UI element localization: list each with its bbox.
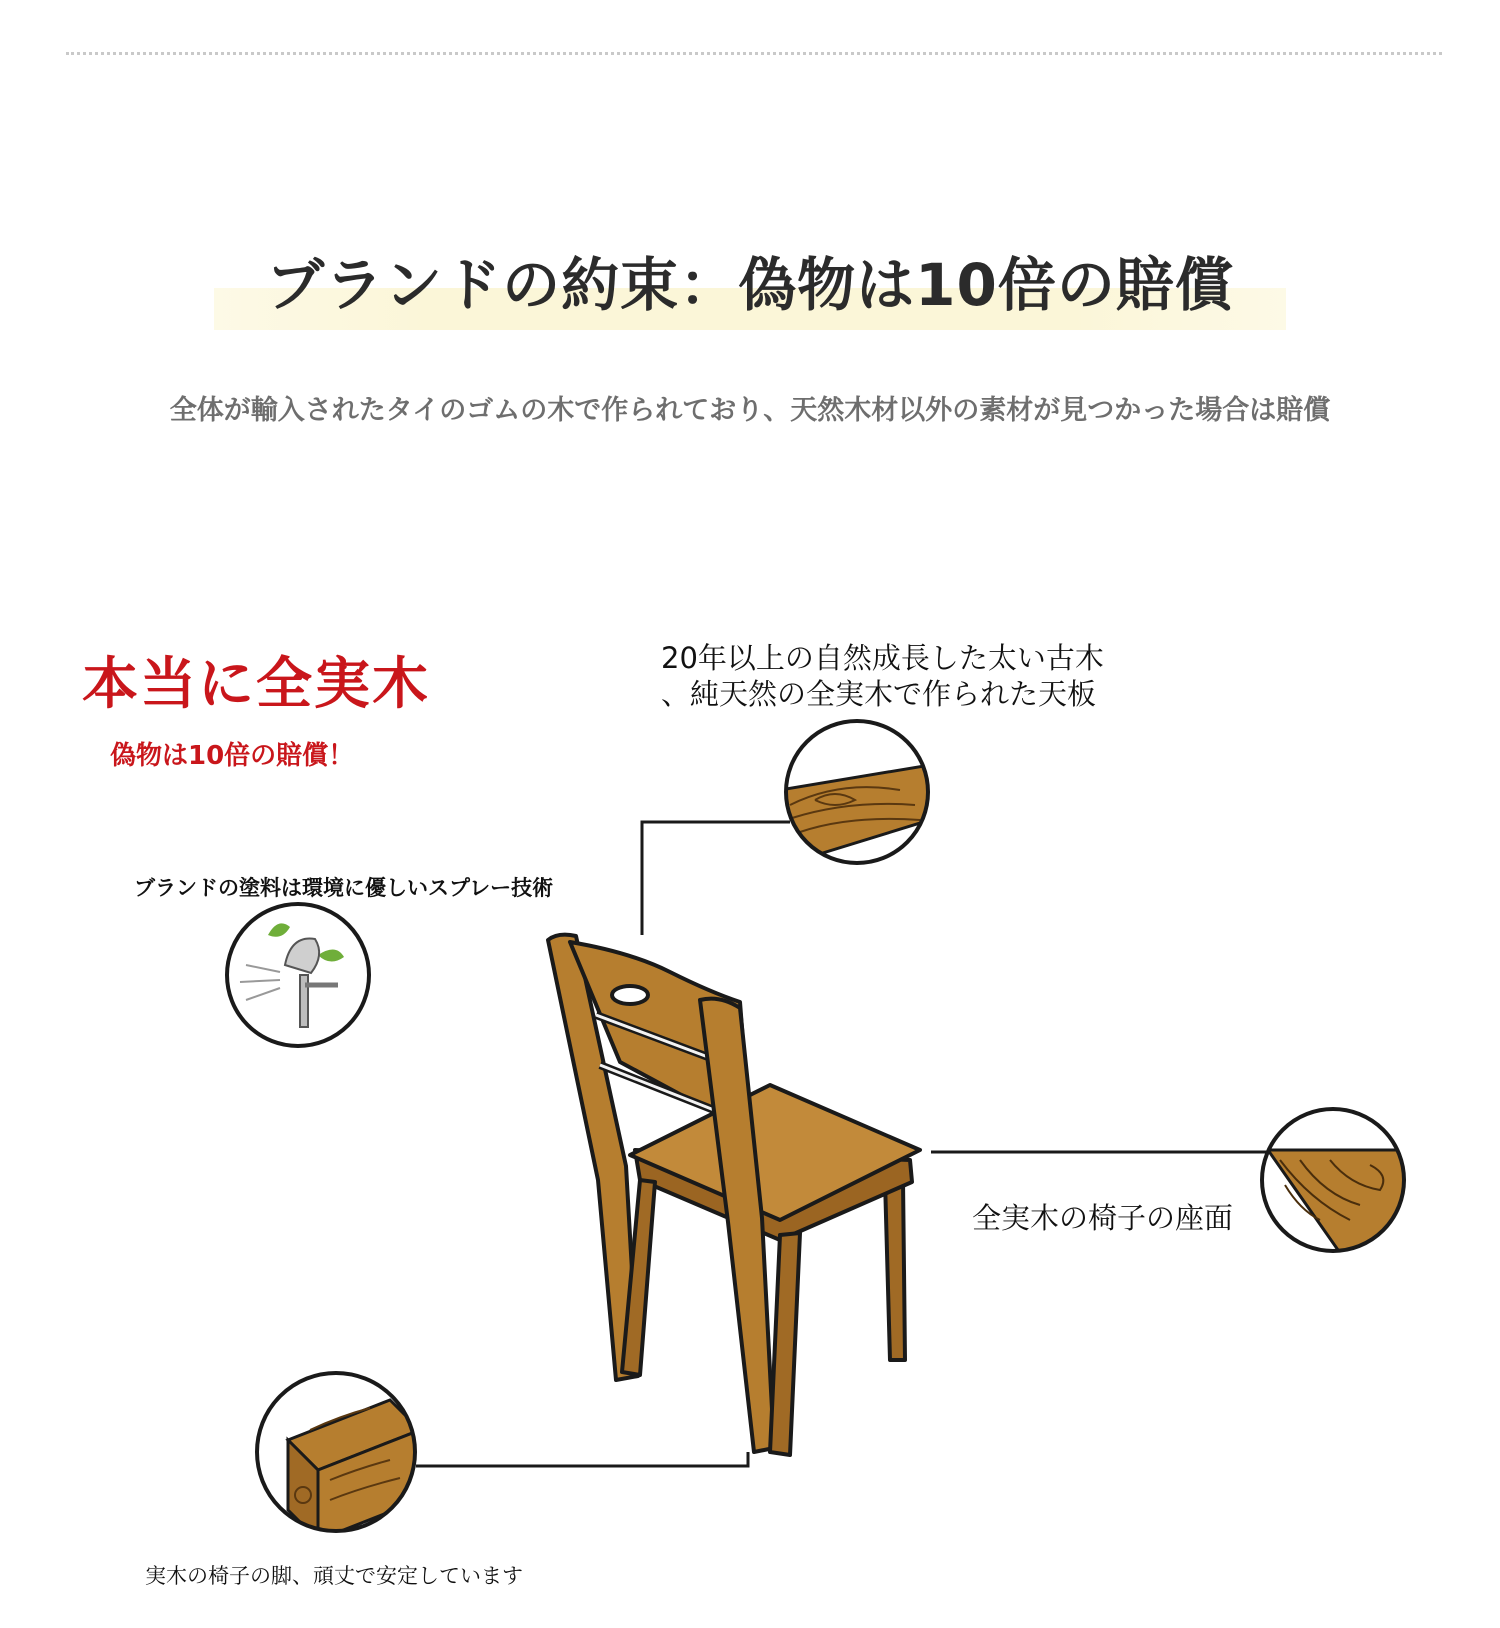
promo-subheading: 偽物は10倍の賠償！ xyxy=(110,741,355,771)
chair-illustration xyxy=(548,935,920,1455)
tabletop-callout-line1: 20年以上の自然成長した太い古木 xyxy=(661,641,1104,675)
seat-wood-icon xyxy=(1262,1109,1410,1260)
spray-gun-icon xyxy=(227,904,369,1046)
legs-connector xyxy=(416,1452,748,1466)
promo-heading: 本当に全実木 xyxy=(82,652,430,717)
wood-grain-icon xyxy=(775,721,930,863)
tabletop-callout-line2: 、純天然の全実木で作られた天板 xyxy=(661,677,1097,711)
page-subtitle: 全体が輸入されたタイのゴムの木で作られており、天然木材以外の素材が見つかった場合は賠償 xyxy=(169,395,1331,426)
paint-callout: ブランドの塗料は環境に優しいスプレー技術 xyxy=(134,876,554,900)
wood-block-icon xyxy=(257,1373,420,1540)
page-title: ブランドの約束：偽物は10倍の賠償 xyxy=(266,251,1234,319)
legs-callout: 実木の椅子の脚、頑丈で安定しています xyxy=(145,1564,523,1588)
tabletop-connector xyxy=(642,822,790,935)
seat-callout: 全実木の椅子の座面 xyxy=(972,1201,1234,1235)
